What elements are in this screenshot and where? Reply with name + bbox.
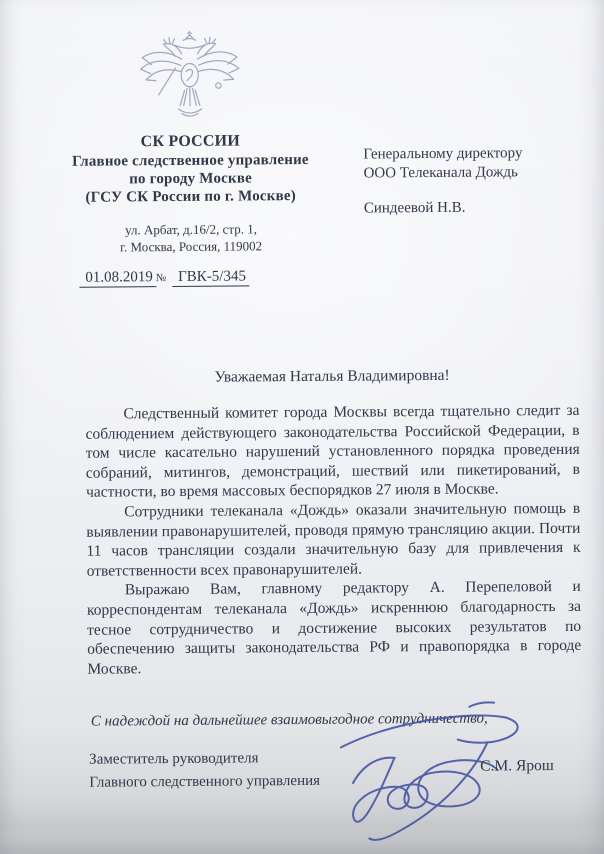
signer-name: С.М. Ярош (480, 757, 554, 775)
address-line: ул. Арбат, д.16/2, стр. 1, (124, 221, 257, 238)
body-paragraph: Выражаю Вам, главному редактору А. Перепеловой и корреспондентам телеканала «Дождь» искреннюю благодарность за тесное сотрудничество и достижение высоких результатов по обеспечению защиты законодательства РФ и правопорядка в городе Москве. (86, 578, 582, 678)
org-name-line: Главное следственное управление (72, 151, 309, 170)
signer-position (89, 747, 320, 795)
signer-position-line: Главного следственного управления (89, 772, 321, 791)
double-headed-eagle-icon (130, 26, 249, 127)
body-paragraph: Сотрудники телеканала «Дождь» оказали значительную помощь в выявлении правонарушителей, проводя прямую трансляцию акции. Почти 11 часов трансляции создали значительную базу для привлечения к ответственности всех правонарушителей. (86, 499, 581, 580)
recipient-block (363, 144, 579, 219)
address-line: г. Москва, Россия, 119002 (120, 238, 263, 255)
valediction: С надеждой на дальнейшее взаимовыгодное сотрудничество, (90, 710, 488, 730)
signer-position-line: Заместитель руководителя (89, 750, 259, 768)
recipient-title-line: ООО Телеканала Дождь (363, 164, 518, 182)
org-name-line: (ГСУ СК России по г. Москве) (85, 188, 297, 206)
letterhead (55, 26, 325, 287)
salutation: Уважаемая Наталья Владимировна! (214, 366, 450, 386)
recipient-title-line: Генеральному директору (363, 145, 523, 163)
body-paragraph: Следственный комитет города Москвы всегда тщательно следит за соблюдением действующего законодательства Российской Федерации, в том числе касательно нарушений установленного порядка проведения собраний, митингов, демонстраций, шествий или пикетирований, в частности, во время массовых беспорядков 27 июля в Москве. (85, 401, 580, 502)
letter-body (85, 401, 581, 679)
number-sign: № (155, 272, 167, 285)
doc-reference-number: ГВК-5/345 (172, 268, 249, 287)
doc-date: 01.08.2019 (79, 269, 156, 288)
org-name-line: по городу Москве (129, 170, 253, 188)
date-and-number-row (57, 268, 325, 287)
org-address (57, 220, 325, 256)
recipient-name: Синдеевой Н.В. (363, 199, 466, 217)
org-name-line: СК РОССИИ (140, 132, 240, 151)
